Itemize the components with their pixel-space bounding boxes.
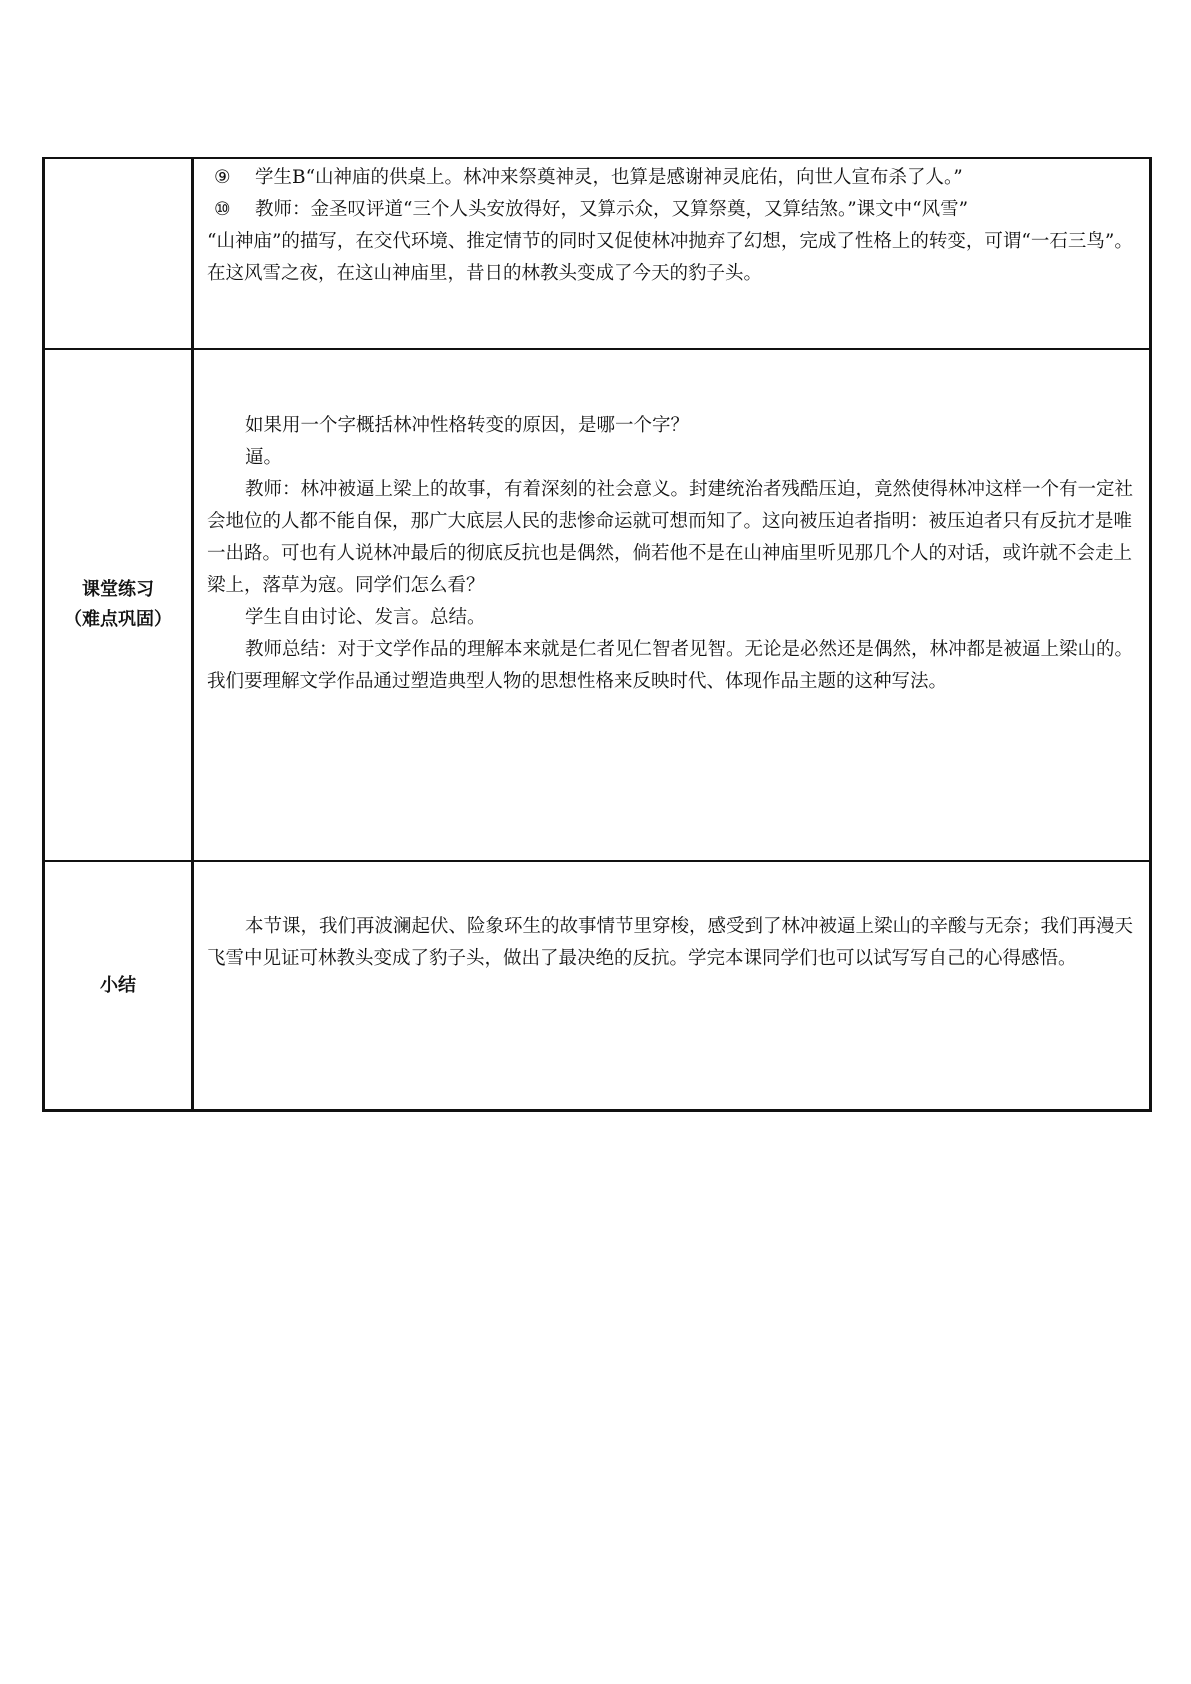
paragraph: 学生自由讨论、发言。总结。 <box>245 607 486 628</box>
lesson-plan-table <box>42 157 1152 1112</box>
row-label-empty <box>44 158 193 349</box>
table-row <box>44 861 1151 1111</box>
row-content-summary <box>193 861 1151 1111</box>
closing-paragraph: “山神庙”的描写，在交代环境、推定情节的同时又促使林冲抛弃了幻想，完成了性格上的转变，可谓“一石三鸟”。在这风雪之夜，在这山神庙里，昔日的林教头变成了今天的豹子头。 <box>207 231 1133 284</box>
item-text: 教师：金圣叹评道“三个人头安放得好，又算示众，又算祭奠，又算结煞。”课文中“风雪” <box>255 199 969 220</box>
table-row <box>44 158 1151 349</box>
label-line: （难点巩固） <box>64 609 172 630</box>
paragraph: 教师总结：对于文学作品的理解本来就是仁者见仁智者见智。无论是必然还是偶然，林冲都是被逼上梁山的。我们要理解文学作品通过塑造典型人物的思想性格来反映时代、体现作品主题的这种写法。 <box>207 639 1134 692</box>
item-number: ⑩ <box>214 199 231 220</box>
paragraph: 教师：林冲被逼上梁上的故事，有着深刻的社会意义。封建统治者残酷压迫，竟然使得林冲这样一个有一定社会地位的人都不能自保，那广大底层人民的悲惨命运就可想而知了。这向被压迫者指明：被压迫者只有反抗才是唯一出路。可也有人说林冲最后的彻底反抗也是偶然，倘若他不是在山神庙里听见那几个人的对话，或许就不会走上梁上，落草为寇。同学们怎么看？ <box>207 479 1134 596</box>
list-item-10 <box>207 194 1137 226</box>
row-label-summary: 小结 <box>44 861 193 1111</box>
item-number: ⑨ <box>214 167 231 188</box>
row-content-practice <box>193 349 1151 861</box>
item-text: 学生B“山神庙的供桌上。林冲来祭奠神灵，也算是感谢神灵庇佑，向世人宣布杀了人。” <box>255 167 963 188</box>
row-label-practice <box>44 349 193 861</box>
table-row <box>44 349 1151 861</box>
paragraph: 如果用一个字概括林冲性格转变的原因，是哪一个字？ <box>245 415 690 436</box>
paragraph: 逼。 <box>245 447 283 468</box>
paragraph: 本节课，我们再波澜起伏、险象环生的故事情节里穿梭，感受到了林冲被逼上梁山的辛酸与无奈；我们再漫天飞雪中见证可林教头变成了豹子头，做出了最决绝的反抗。学完本课同学们也可以试写写自己的心得感悟。 <box>207 916 1134 969</box>
list-item-9 <box>207 162 1137 194</box>
row-content-discussion <box>193 158 1151 349</box>
label-line: 课堂练习 <box>82 579 154 600</box>
